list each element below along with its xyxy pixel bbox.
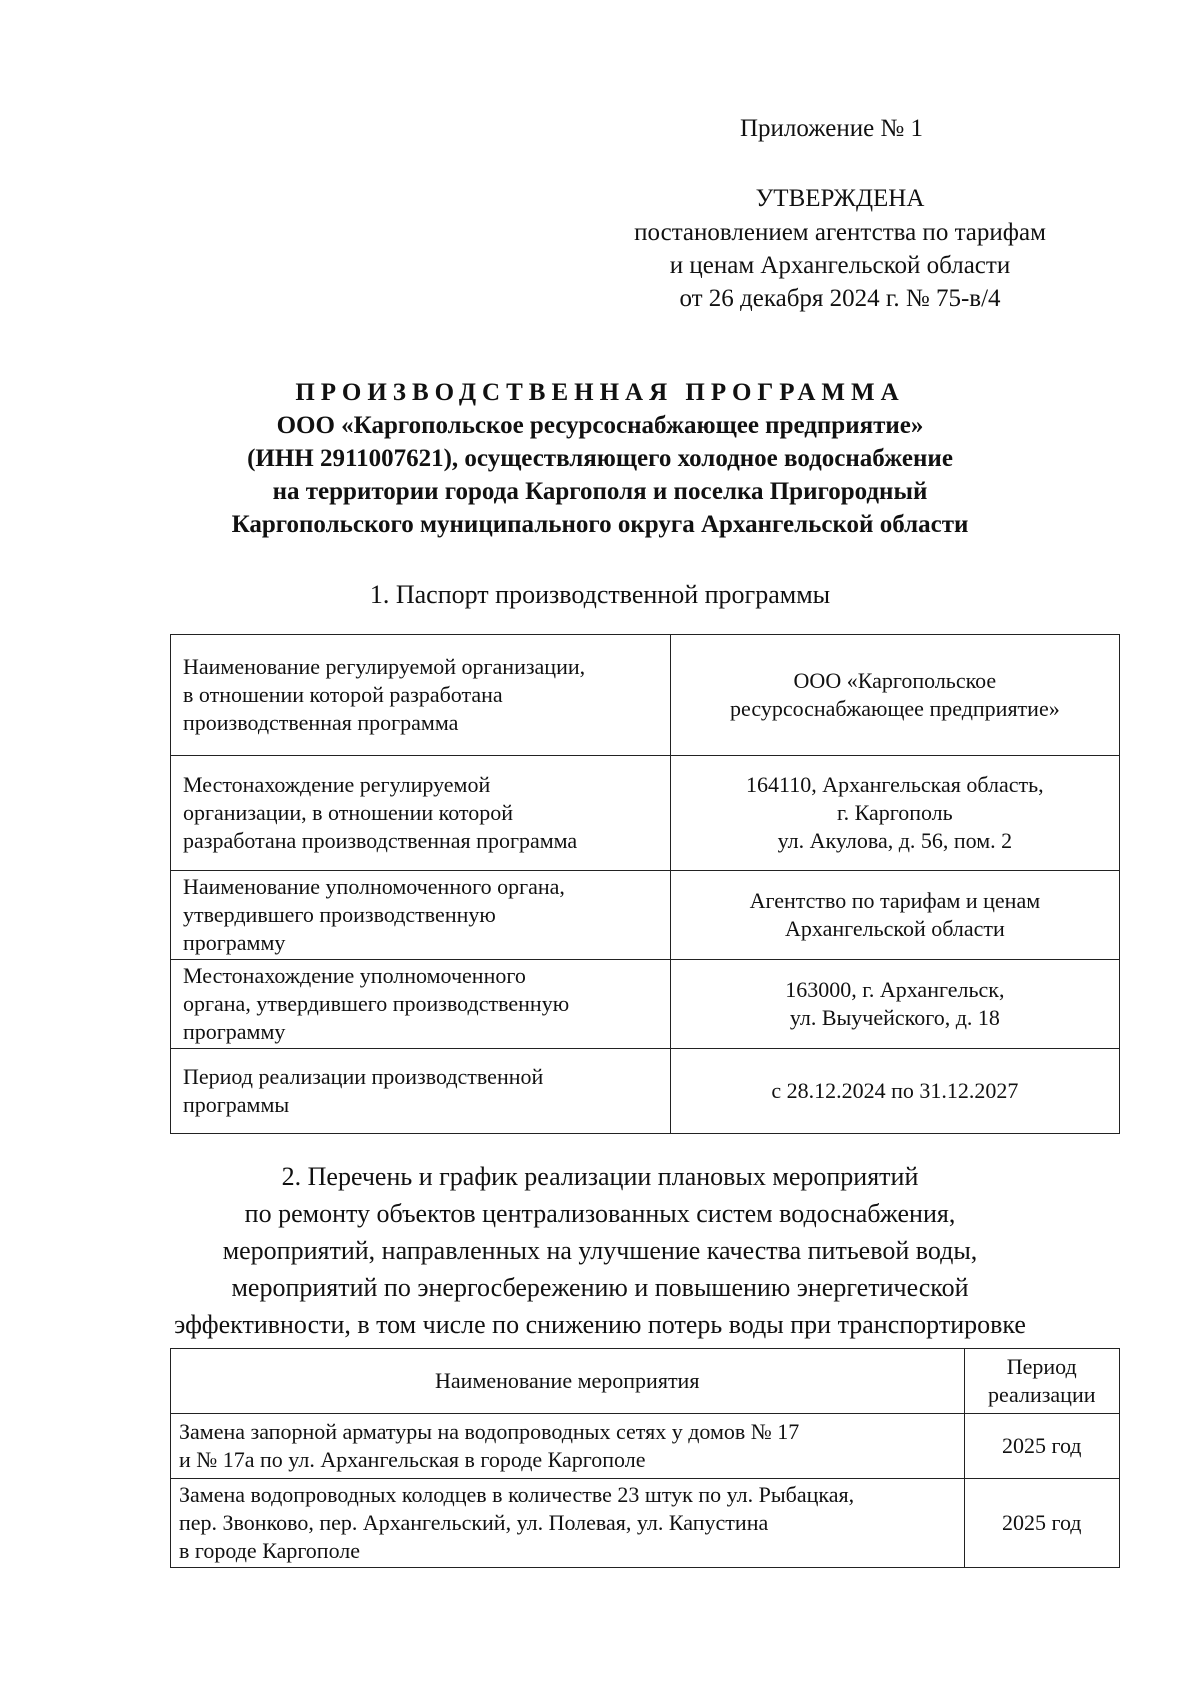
passport-row	[171, 1049, 1120, 1134]
passport-value	[670, 1049, 1119, 1134]
measure-line: Замена водопроводных колодцев в количестве 23 штук по ул. Рыбацкая,	[179, 1482, 855, 1507]
measure-period: 2025 год	[964, 1414, 1120, 1479]
header-line: реализации	[987, 1382, 1096, 1407]
passport-table	[170, 634, 1120, 1134]
label-line: Местонахождение уполномоченного	[183, 963, 526, 988]
table-row	[171, 1414, 1120, 1479]
passport-row	[171, 960, 1120, 1049]
value-line: ул. Акулова, д. 56, пом. 2	[777, 828, 1013, 853]
value-line: 163000, г. Архангельск,	[785, 977, 1005, 1002]
heading-line: мероприятий, направленных на улучшение качества питьевой воды,	[222, 1236, 978, 1265]
label-line: производственная программа	[183, 710, 459, 735]
document-title	[150, 376, 1050, 541]
title-line: ООО «Каргопольское ресурсоснабжающее предприятие»	[276, 412, 924, 439]
passport-value	[670, 635, 1119, 756]
approval-decree	[600, 216, 1080, 315]
title-line: (ИНН 2911007621), осуществляющего холодное водоснабжение	[247, 445, 953, 472]
passport-label	[171, 1049, 671, 1134]
table-row	[171, 1479, 1120, 1568]
appendix-number: Приложение № 1	[740, 115, 924, 142]
measures-header-row	[171, 1349, 1120, 1414]
label-line: разработана производственная программа	[183, 828, 578, 853]
passport-row	[171, 635, 1120, 756]
value-line: Архангельской области	[784, 916, 1005, 941]
heading-line: по ремонту объектов централизованных систем водоснабжения,	[244, 1199, 956, 1228]
measure-line: пер. Звонково, пер. Архангельский, ул. Полевая, ул. Капустина	[179, 1510, 769, 1535]
column-header-name: Наименование мероприятия	[171, 1349, 965, 1414]
label-line: Период реализации производственной	[183, 1064, 544, 1089]
passport-row	[171, 871, 1120, 960]
measure-name	[171, 1414, 965, 1479]
label-line: программы	[183, 1092, 290, 1117]
value-line: ул. Выучейского, д. 18	[789, 1005, 1000, 1030]
value-line: ресурсоснабжающее предприятие»	[730, 696, 1060, 721]
measure-line: в городе Каргополе	[179, 1538, 361, 1563]
passport-value	[670, 756, 1119, 871]
heading-line: 2. Перечень и график реализации плановых мероприятий	[281, 1162, 919, 1191]
measure-line: Замена запорной арматуры на водопроводных сетях у домов № 17	[179, 1419, 800, 1444]
value-line: 164110, Архангельская область,	[746, 772, 1044, 797]
approved-label: УТВЕРЖДЕНА	[755, 185, 925, 212]
value-line: ООО «Каргопольское	[793, 668, 997, 693]
measure-name	[171, 1479, 965, 1568]
value-line: г. Каргополь	[837, 800, 953, 825]
heading-line: эффективности, в том числе по снижению потерь воды при транспортировке	[174, 1310, 1026, 1339]
column-header-period	[964, 1349, 1120, 1414]
label-line: программу	[183, 1019, 286, 1044]
approval-line: и ценам Архангельской области	[669, 252, 1011, 279]
value-line: Агентство по тарифам и ценам	[749, 888, 1041, 913]
label-line: программу	[183, 930, 286, 955]
passport-label	[171, 756, 671, 871]
passport-value	[670, 871, 1119, 960]
measures-table	[170, 1348, 1120, 1568]
header-line: Период	[1006, 1354, 1077, 1379]
title-heading: ПРОИЗВОДСТВЕННАЯ ПРОГРАММА	[295, 379, 905, 406]
label-line: органа, утвердившего производственную	[183, 991, 570, 1016]
label-line: Наименование регулируемой организации,	[183, 654, 586, 679]
heading-line: мероприятий по энергосбережению и повышению энергетической	[231, 1273, 969, 1302]
passport-label	[171, 635, 671, 756]
value-line: с 28.12.2024 по 31.12.2027	[771, 1078, 1019, 1103]
passport-row	[171, 756, 1120, 871]
label-line: утвердившего производственную	[183, 902, 496, 927]
section1-heading: 1. Паспорт производственной программы	[369, 580, 831, 609]
approval-line: постановлением агентства по тарифам	[634, 219, 1046, 246]
measure-line: и № 17а по ул. Архангельская в городе Каргополе	[179, 1447, 646, 1472]
approval-line: от 26 декабря 2024 г. № 75-в/4	[679, 285, 1001, 312]
passport-value	[670, 960, 1119, 1049]
label-line: организации, в отношении которой	[183, 800, 513, 825]
label-line: Наименование уполномоченного органа,	[183, 874, 565, 899]
measure-period: 2025 год	[964, 1479, 1120, 1568]
section2-heading	[150, 1158, 1050, 1343]
passport-label	[171, 871, 671, 960]
title-line: на территории города Каргополя и поселка Пригородный	[272, 478, 928, 505]
label-line: Местонахождение регулируемой	[183, 772, 491, 797]
label-line: в отношении которой разработана	[183, 682, 503, 707]
title-line: Каргопольского муниципального округа Архангельской области	[231, 511, 969, 538]
passport-label	[171, 960, 671, 1049]
